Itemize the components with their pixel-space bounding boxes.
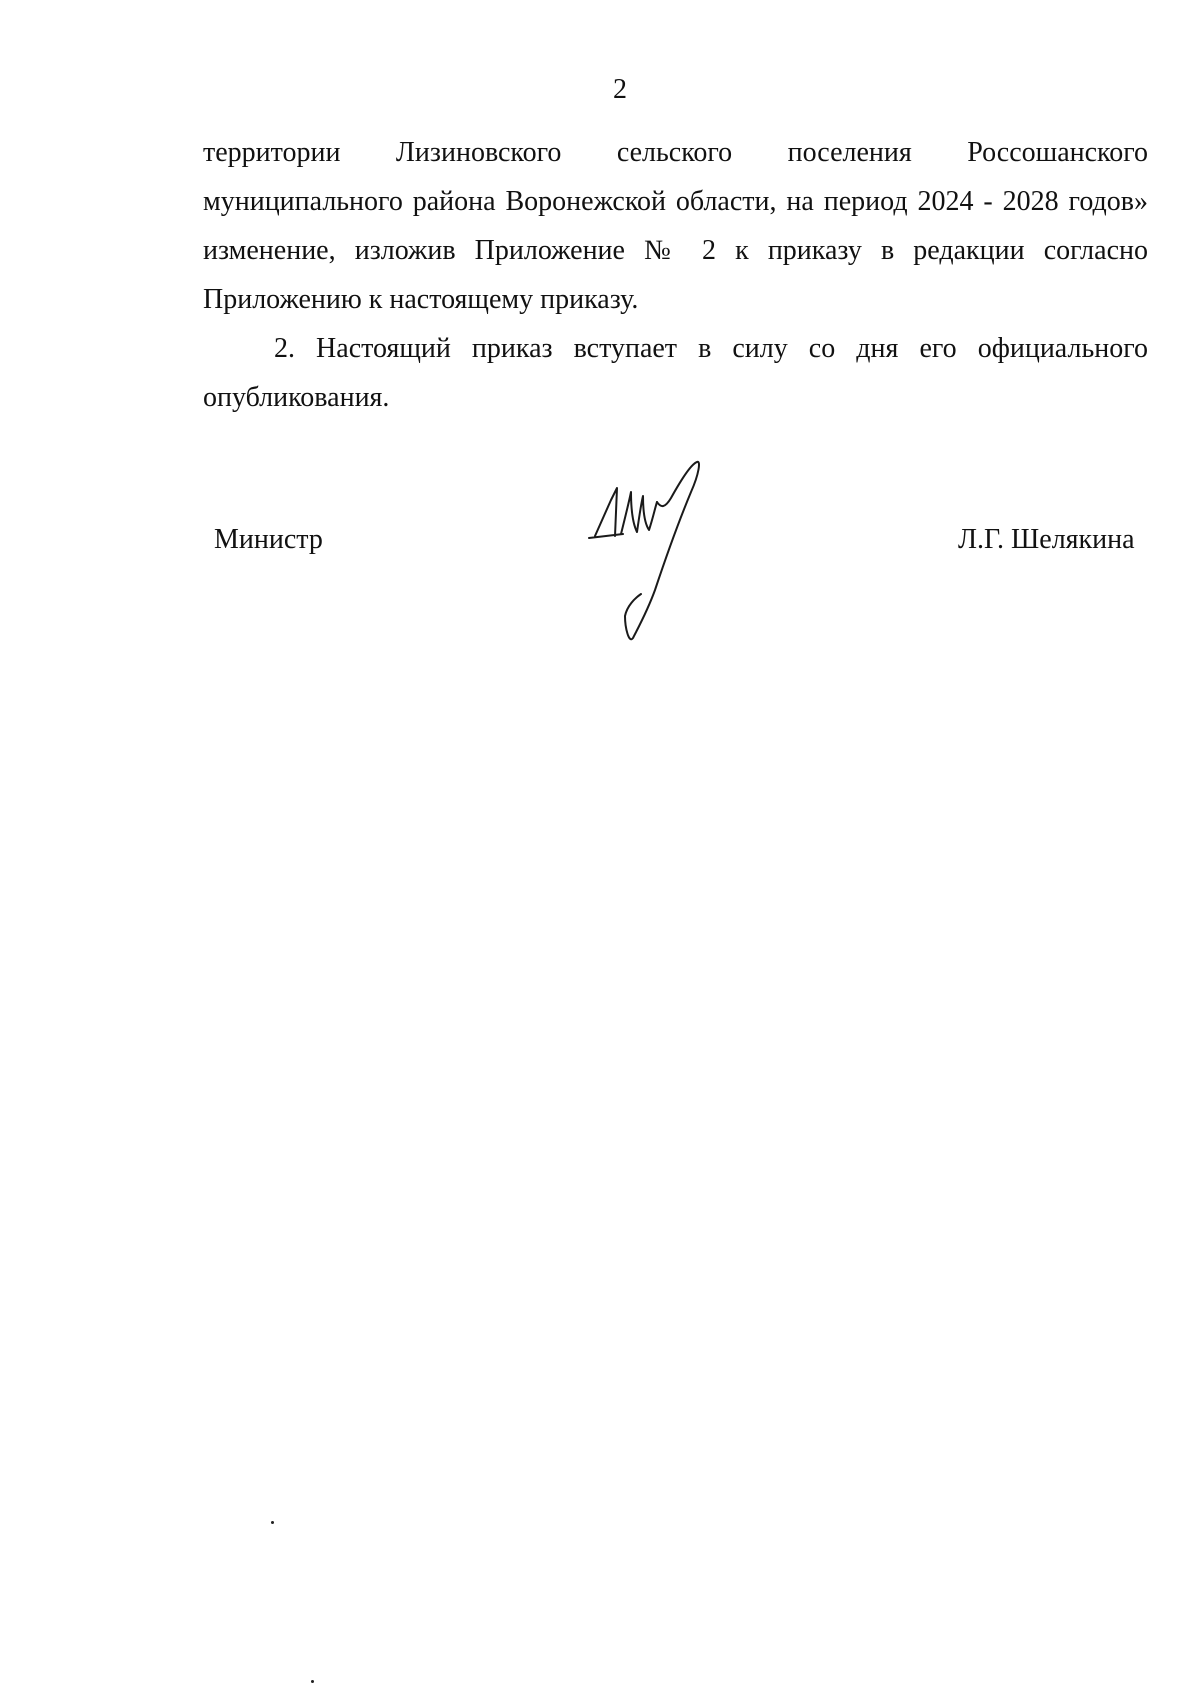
- text-line: 2. Настоящий приказ вступает в силу со дня его официального: [274, 333, 1148, 364]
- text-line: изменение, изложив Приложение № 2 к приказу в редакции согласно: [203, 235, 1148, 266]
- signature-block: [0, 520, 1200, 660]
- handwritten-signature: [585, 458, 735, 658]
- scan-speck: [271, 1521, 274, 1524]
- text-line: муниципального района Воронежской области, на период 2024 - 2028 годов»: [203, 186, 1148, 217]
- text-line: опубликования.: [203, 382, 390, 413]
- text-line: территории Лизиновского сельского поселения Россошанского: [203, 137, 1148, 168]
- document-body: [203, 128, 1148, 422]
- paragraph-effective-date: [203, 324, 1148, 422]
- paragraph-amendment: [203, 128, 1148, 324]
- text-line: Приложению к настоящему приказу.: [203, 284, 639, 315]
- signatory-title: Министр: [214, 524, 323, 555]
- signatory-name: Л.Г. Шелякина: [958, 524, 1135, 555]
- scan-speck: [311, 1680, 314, 1683]
- page-number: 2: [613, 74, 627, 105]
